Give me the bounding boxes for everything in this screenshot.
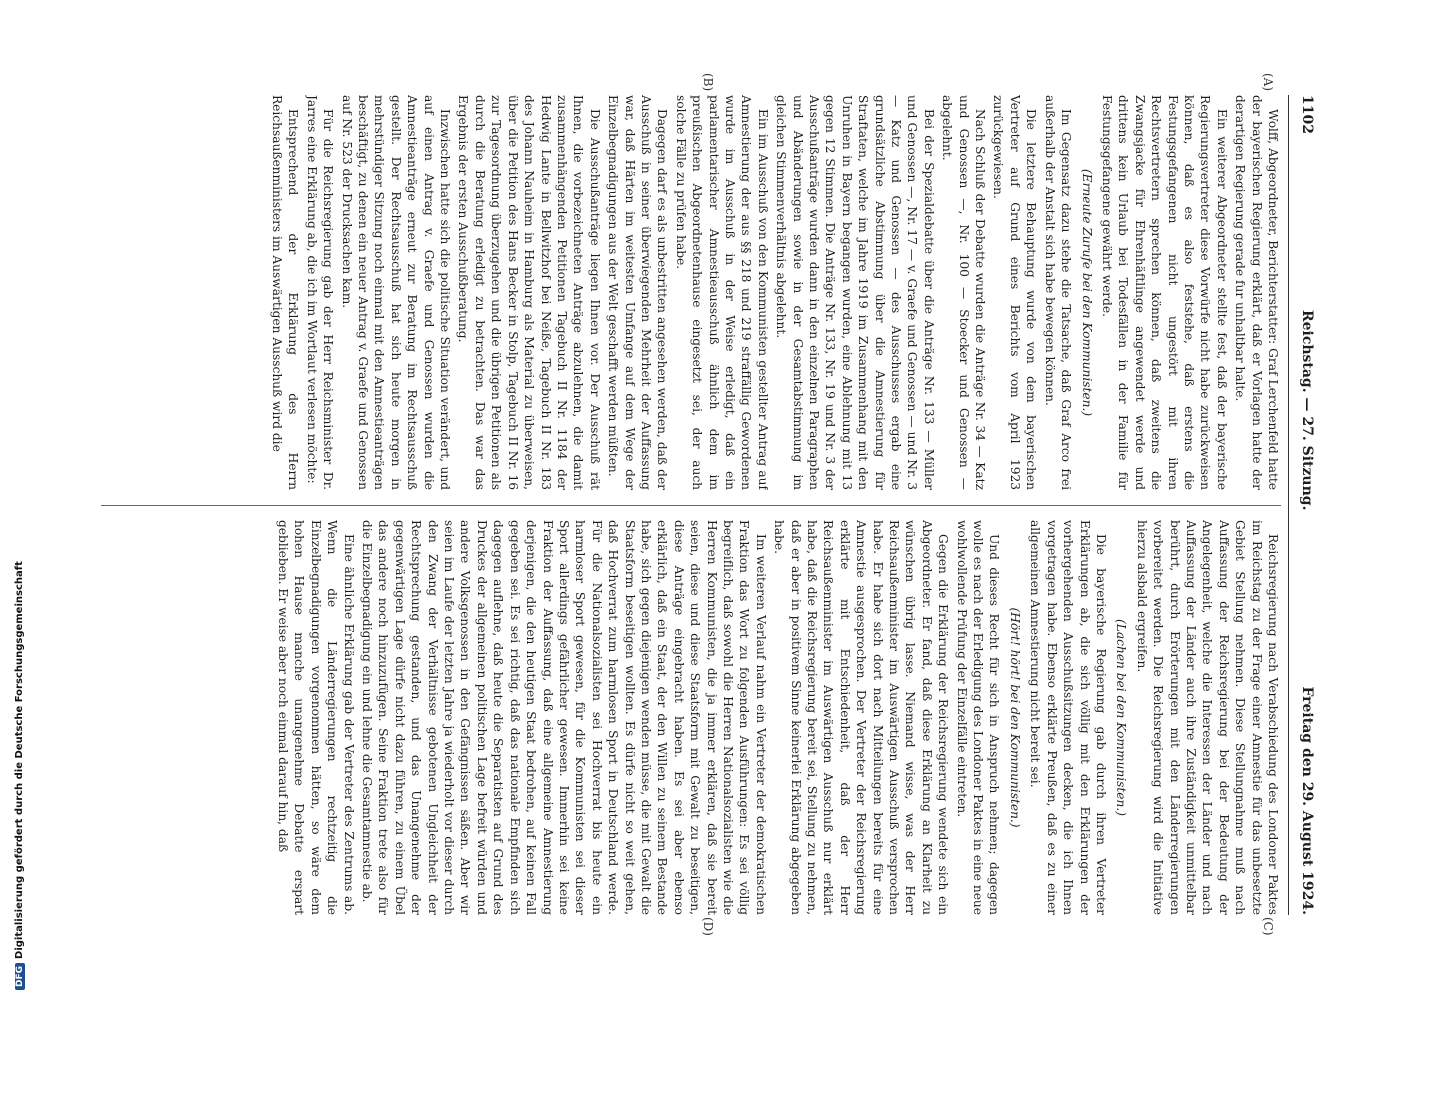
- footer-credit-text: Digitalisierung gefördert durch die Deutsche Forschungsgemeinschaft: [14, 561, 25, 959]
- page-number: 1102: [1299, 95, 1315, 134]
- paragraph: Die Ausschußanträge liegen Ihnen vor. Der Ausschuß rät Ihnen, die vorbezeichneten Anträge abzulehnen, die damit zusammenhängenden Petitionen Tagebuch II Nr. 1184 der Hedwig Lante in Bellwitzhof bei Neiße, Tagebuch II Nr. 183 des Johann Nauheim in Hamburg als Material zu überweisen, über die Petition des Hans Becker in Stolp, Tagebuch II Nr. 16 zur Tagesordnung überzugehen und die übrigen Petitionen als durch die Beratung erledigt zu betrachten. Das war das Ergebnis der ersten Ausschußberatung.: [456, 95, 602, 490]
- paragraph: Eine ähnliche Erklärung gab der Vertreter des Zentrums ab. Wenn die Länderregierungen rechtzeitig die Einzelbegnadigungen vorgenommen hätten, so wäre dem hohen Hause manche unangenehme Debatte erspart geblieben. Er weise aber noch einmal darauf hin, daß: [276, 520, 356, 915]
- paragraph: Im Gegensatz dazu stehe die Tatsache, daß Graf Arco frei außerhalb der Anstalt sich habe bewegen können.: [1042, 95, 1074, 490]
- paragraph: Ein im Ausschuß von den Kommunisten gestellter Antrag auf Amnestierung der aus §§ 218 und 219 straffällig Gewordenen wurde im Ausschuß in der Weise erledigt, daß ein parlamentarischer Amnestieausschuß ähnlich dem im preußischen Abgeordnetenhause eingesetzt sei, der auch solche Fälle zu prüfen habe.: [673, 95, 770, 490]
- margin-marker-b: (B): [701, 73, 715, 92]
- page-body: [95, 73, 1315, 936]
- header-rule: [1288, 95, 1289, 915]
- paragraph: (Erneute Zurufe bei den Kommunisten.): [1079, 168, 1094, 417]
- paragraph: Wolff, Abgeordneter, Berichterstatter: Graf Lerchenfeld hatte der bayerischen Regierung erklärt, daß er Vorlagen hatte der derartigen Regierung gerade fur unhaltbar halte.: [1233, 95, 1280, 490]
- margin-marker-d: (D): [701, 917, 715, 936]
- paragraph: (Hört! hört! bei den Kommunisten.): [1007, 607, 1022, 828]
- right-column: [101, 520, 1281, 915]
- page-header: [1291, 95, 1315, 915]
- rotated-sheet: [270, 0, 1315, 1115]
- paragraph: Bei der Spezialdebatte über die Anträge Nr. 133 — Müller und Genossen —, Nr. 17 — v. Graefe und Genossen — und Nr. 3 — Katz und Genossen — des Ausschusses ergab eine grundsätzliche Abstimmung über die Amnestierung für Straftaten, welche im Jahre 1919 im Zusammenhang mit den Unruhen in Bayern begangen wurden, eine Ablehnung mit 13 gegen 12 Stimmen. Die Anträge Nr. 133, Nr. 19 und Nr. 3 der Ausschußanträge wurden dann in den einzelnen Paragraphen und Abänderungen sowie in der Gesamtabstimmung im gleichen Stimmenverhältnis abgelehnt.: [774, 95, 936, 490]
- margin-marker-a: (A): [1261, 73, 1275, 92]
- paragraph: Reichsregierung nach Verabschiedung des Londoner Paktes im Reichstag zu der Frage einer Amnestie für das unbesetzte Gebiet Stellung nehmen. Diese Stellungnahme muß nach Auffassung der Reichsregierung bei der Bedeutung der Angelegenheit, welche die Interessen der Länder und nach Auffassung der Länder auch ihre Zuständigkeit unmittelbar berührt, durch Erörterungen mit den Länderregierungen vorbereitet werden. Die Reichsregierung wird die Initiative hierzu alsbald ergreifen.: [1134, 520, 1280, 915]
- digitization-footer: [4, 0, 25, 1000]
- column-divider: [101, 505, 1281, 506]
- footer-credit: [14, 561, 25, 990]
- paragraph: Entsprechend der Erklärung des Herrn Reichsaußenministers im Auswärtigen Ausschuß wird die: [270, 95, 301, 490]
- paragraph: Die bayerische Regierung gab durch ihren Vertreter Erklärungen ab, die sich völlig mit den Erklärungen der vorhergehenden Ausschußsitzungen decken, die ich Ihnen vorgetragen habe. Ebenso erklärte Preußen, daß es zu einer allgemeinen Amnestierung nicht bereit sei.: [1028, 520, 1108, 915]
- session-title: Reichstag. — 27. Sitzung.: [1299, 309, 1315, 511]
- paragraph: Gegen die Erklärung der Reichsregierung wendete sich ein Abgeordneter. Er fand, daß diese Erklärung an Klarheit zu wünschen übrig lasse. Niemand wisse, was der Herr Reichsaußenminister im Auswärtigen Ausschuß versprochen habe. Er habe sich dort nach Mitteilungen bereits für eine Amnestie ausgesprochen. Der Vertreter der Reichsregierung erklärte mit Entschiedenheit, daß der Herr Reichsaußenminister im Auswärtigen Ausschuß nur erklärt habe, daß die Reichsregierung bereit sei, Stellung zu nehmen, daß er aber in positivem Sinne keinerlei Erklärung abgegeben habe.: [772, 520, 951, 915]
- session-date: Freitag den 29. August 1924.: [1299, 686, 1315, 915]
- paragraph: Dagegen darf es als unbestritten angesehen werden, daß der Ausschuß in seiner überwiegenden Mehrheit der Auffassung war, daß Härten im weitesten Umfange auf dem Wege der Einzelbegnadigungen aus der Welt geschafft werden müßten.: [606, 95, 670, 490]
- paragraph: Inzwischen hatte sich die politische Situation verändert, und auf einen Antrag v. Graefe und Genossen wurden die Amnestieanträge erneut zur Beratung im Rechtsausschuß gestellt. Der Rechtsausschuß hat sich heute morgen in mehrstündiger Sitzung noch einmal mit den Amnestieanträgen beschäftigt, zu denen ein neuer Antrag v. Graefe und Genossen auf Nr. 523 der Drucksachen kam.: [339, 95, 453, 490]
- paragraph: Und dieses Recht für sich in Anspruch nehmen; dagegen wolle es nach der Erledigung des Londoner Paktes in eine neue wohlwollende Prüfung der Einzelfälle eintreten.: [954, 520, 1002, 915]
- dfg-logo: DFG: [15, 963, 25, 990]
- paragraph: Im weiteren Verlauf nahm ein Vertreter der demokratischen Fraktion das Wort zu folgenden Ausführungen: Es sei völlig begreiflich, daß sowohl die Herren Nationalsozialisten wie die Herren Kommunisten, die ja immer erklären, daß sie bereit seien, diese und diese Staatsform mit Gewalt zu beseitigen, diese Anträge eingebracht haben. Es sei aber ebenso erklärlich, daß ein Staat, der den Willen zu seinem Bestande habe, sich gegen diejenigen wenden müsse, die mit Gewalt die Staatsform beseitigen wollten. Es dürfe nicht so weit gehen, daß Hochverrat zum harmlosen Sport in Deutschland werde. Für die Nationalsozialisten sei Hochverrat bis heute ein harmloser Sport gewesen, für die Kommunisten sei dieser Sport allerdings gefährlicher gewesen. Immerhin sei keine Fraktion der Auffassung, daß eine allgemeine Amnestierung derjenigen, die den heutigen Staat bedrohen, auf keinen Fall gegeben sei. Es sei richtig, daß das nationale Empfinden sich dagegen auflehne, daß heute die Separatisten auf Grund des Druckes der allgemeinen politischen Lage befreit würden und andere Volksgenossen in den Gefängnissen säßen. Aber wir seien im Laufe der letzten Jahre ja wiederholt vor dieser durch den Zwang der Verhältnisse gebotenen Ungleichheit der Rechtsprechung gestanden, und das Unangenehme der gegenwärtigen Lage dürfe nicht dazu führen, zu einem Übel das andere noch hinzuzufügen. Seine Fraktion trete also für die Einzelbegnadigung ein und lehne die Gesamtamnestie ab.: [360, 520, 768, 915]
- margin-marker-c: (C): [1261, 917, 1275, 936]
- paragraph: (Lachen bei den Kommunisten.): [1114, 619, 1129, 816]
- paragraph: Die letztere Behauptung wurde von dem bayerischen Vertreter auf Grund eines Berichts vom April 1923 zurückgewiesen.: [991, 95, 1039, 490]
- paragraph: Nach Schluß der Debatte wurden die Anträge Nr. 34 — Katz und Genossen —, Nr. 100 — Stoecker und Genossen — abgelehnt.: [940, 95, 988, 490]
- paragraph: Für die Reichsregierung gab der Herr Reichsminister Dr. Jarres eine Erklärung ab, die ich im Wortlaut verlesen möchte:: [304, 95, 336, 490]
- left-column: [101, 95, 1281, 490]
- paragraph: Ein weiterer Abgeordneter stellte fest, daß der bayerische Regierungsvertreter diese Vorwürfe nicht habe zurückweisen können, daß es also feststehe, daß erstens die Festungsgefangenen nicht ungestört mit ihren Rechtsvertretern sprechen können, daß zweitens die Zwangsjacke für Ehrenhäftlinge angewendet werde und drittens kein Urlaub bei Todesfällen in der Familie für Festungsgefangene gewährt werde.: [1099, 95, 1229, 490]
